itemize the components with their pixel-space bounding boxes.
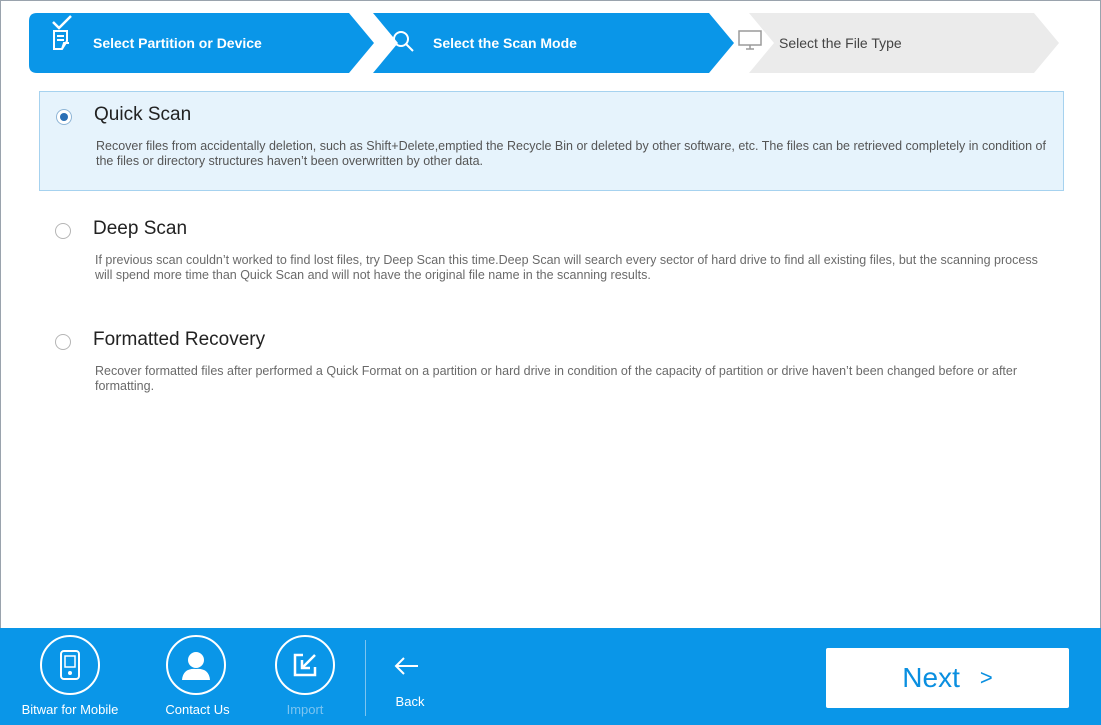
option-title: Quick Scan	[94, 104, 192, 125]
option-title: Deep Scan	[93, 218, 188, 239]
quick-scan-radio[interactable]	[56, 109, 72, 125]
step-label: Select Partition or Device	[93, 35, 262, 51]
option-description: Recover files from accidentally deletion, such as Shift+Delete,emptied the Recycle Bin or deleted by other software, etc. The files can be retrieved completely in condition of the files or directory structures haven’t been overwritten by other data.	[96, 139, 1046, 168]
step-wizard	[29, 13, 1059, 73]
step-scan-mode	[391, 13, 577, 73]
document-icon	[51, 29, 79, 57]
option-deep-scan[interactable]	[39, 206, 1064, 306]
chevron-right-icon: >	[979, 665, 993, 690]
mobile-phone-icon	[40, 635, 100, 695]
import-icon	[275, 635, 335, 695]
next-button[interactable]	[826, 648, 1069, 708]
option-description: If previous scan couldn’t worked to find lost files, try Deep Scan this time.Deep Scan will search every sector of hard drive to find all existing files, but the scanning process will spend more time than Quick Scan and will not have the original file name in the scanning results.	[95, 253, 1038, 282]
bitwar-mobile-button[interactable]	[0, 628, 140, 725]
next-label: Next	[902, 662, 960, 693]
user-icon	[166, 635, 226, 695]
step-label: Select the File Type	[779, 35, 902, 51]
contact-us-button[interactable]	[150, 628, 245, 725]
back-button[interactable]	[380, 628, 440, 725]
monitor-icon	[737, 29, 765, 57]
step-select-partition	[51, 13, 272, 73]
deep-scan-radio[interactable]	[55, 223, 71, 239]
footer-divider	[365, 640, 366, 716]
import-button[interactable]	[265, 628, 345, 725]
option-formatted-recovery[interactable]	[39, 317, 1064, 417]
step-label: Select the Scan Mode	[433, 35, 577, 51]
footer-label: Import	[286, 702, 324, 717]
option-description: Recover formatted files after performed a Quick Format on a partition or hard drive in condition of the capacity of partition or drive haven’t been changed before or after formatting.	[95, 364, 1018, 393]
footer-label: Contact Us	[165, 702, 230, 717]
option-quick-scan[interactable]	[39, 91, 1064, 191]
formatted-recovery-radio[interactable]	[55, 334, 71, 350]
footer-label: Back	[395, 694, 425, 709]
search-icon	[391, 29, 419, 57]
arrow-left-icon	[394, 656, 420, 681]
footer-label: Bitwar for Mobile	[21, 702, 119, 717]
option-title: Formatted Recovery	[93, 329, 266, 350]
step-file-type	[737, 13, 902, 73]
